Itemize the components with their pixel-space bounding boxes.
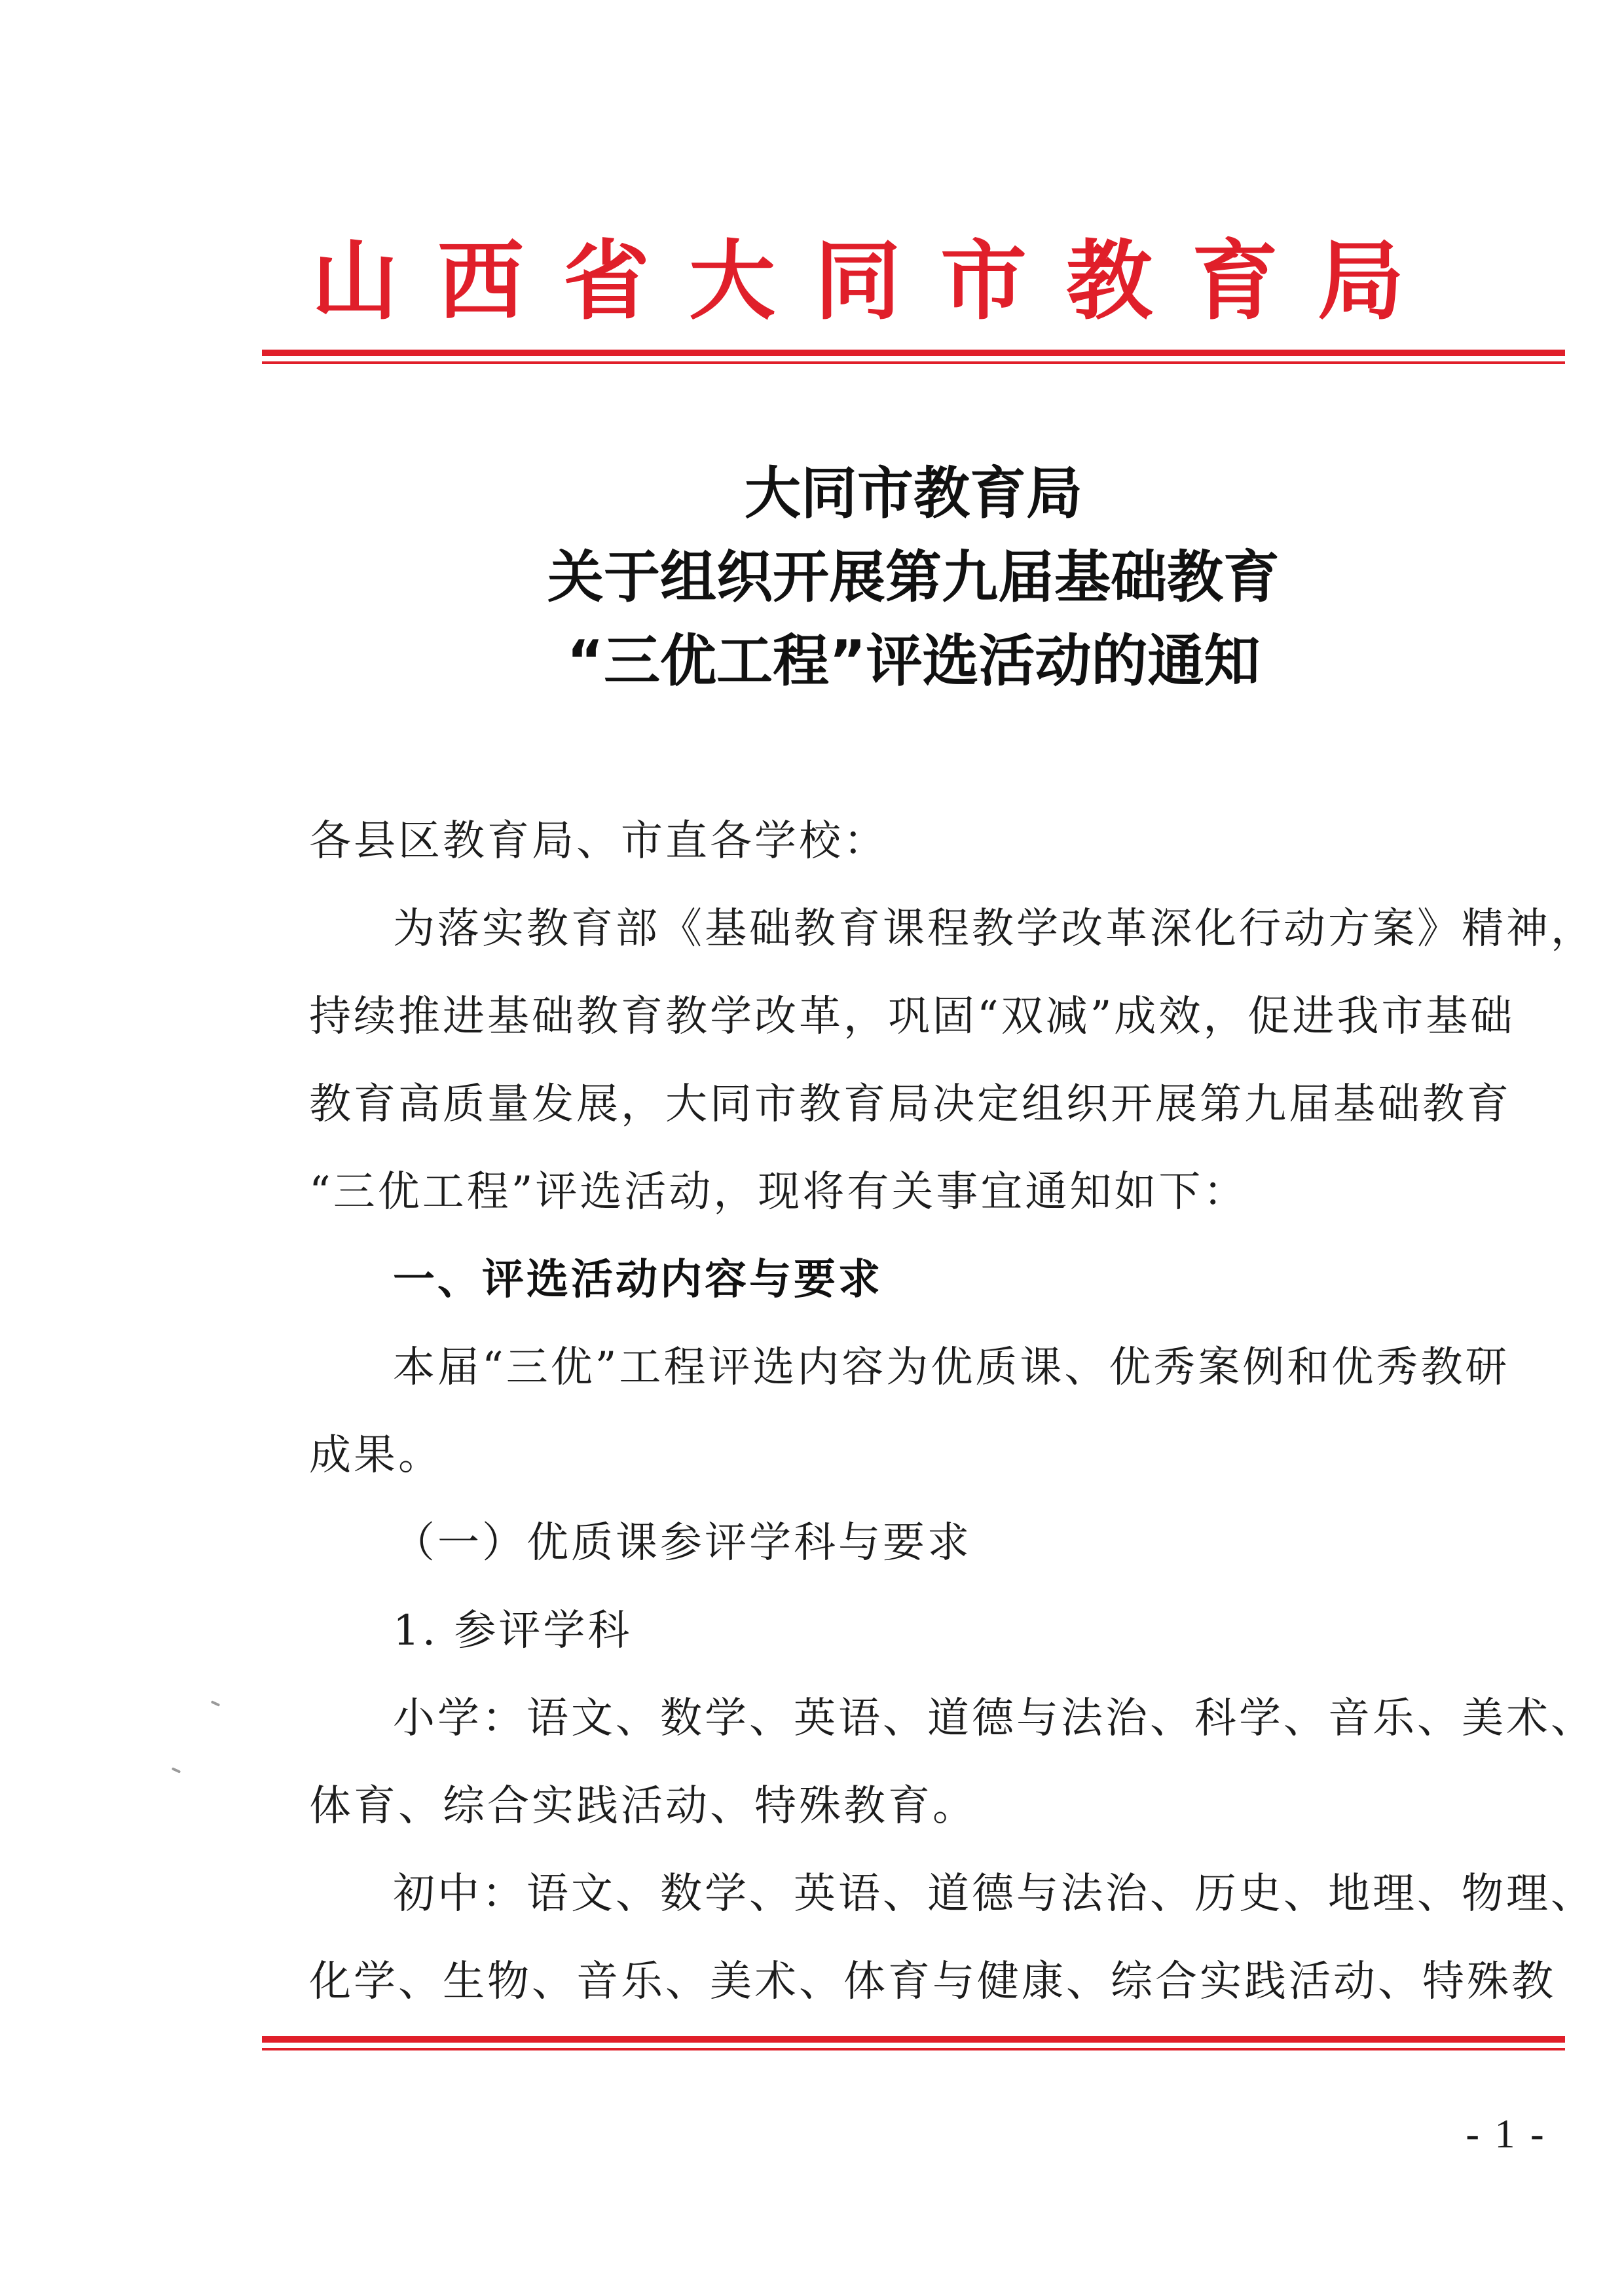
primary-subjects-line-1: 小学：语文、数学、英语、道德与法治、科学、音乐、美术、 (393, 1694, 1595, 1743)
section1-text-line-2: 成果。 (309, 1431, 443, 1480)
salutation: 各县区教育局、市直各学校： (309, 817, 888, 866)
section1-text-line-1: 本届“三优”工程评选内容为优质课、优秀案例和优秀教研 (393, 1343, 1510, 1392)
letterhead-red-rule-thin (262, 361, 1565, 364)
page-number: - 1 - (1466, 2112, 1547, 2157)
intro-line-2: 持续推进基础教育教学改革，巩固“双减”成效，促进我市基础 (309, 993, 1515, 1041)
letterhead-title: 山西省大同市教育局 (312, 230, 1443, 332)
footer-red-rule-thin (262, 2048, 1565, 2050)
doc-title-line1: 大同市教育局 (745, 461, 1082, 526)
footer-red-rule-thick (262, 2036, 1565, 2043)
scan-speck (211, 1700, 220, 1707)
scan-speck (172, 1767, 181, 1774)
primary-subjects-line-2: 体育、综合实践活动、特殊教育。 (309, 1782, 977, 1831)
doc-title-line2: 关于组织开展第九届基础教育 (547, 545, 1280, 610)
subsection1-heading: （一）优质课参评学科与要求 (393, 1519, 972, 1567)
junior-subjects-line-1: 初中：语文、数学、英语、道德与法治、历史、地理、物理、 (393, 1870, 1595, 1918)
letterhead-red-rule-thick (262, 350, 1565, 356)
doc-title-line3: “三优工程”评选活动的通知 (566, 629, 1261, 694)
intro-line-4: “三优工程”评选活动，现将有关事宜通知如下： (309, 1168, 1248, 1216)
section1-heading: 一、评选活动内容与要求 (393, 1256, 883, 1304)
junior-subjects-line-2: 化学、生物、音乐、美术、体育与健康、综合实践活动、特殊教 (309, 1958, 1556, 2006)
intro-line-3: 教育高质量发展，大同市教育局决定组织开展第九届基础教育 (309, 1080, 1511, 1129)
intro-line-1: 为落实教育部《基础教育课程教学改革深化行动方案》精神， (393, 905, 1595, 953)
item1-heading: 1. 参评学科 (393, 1607, 633, 1655)
